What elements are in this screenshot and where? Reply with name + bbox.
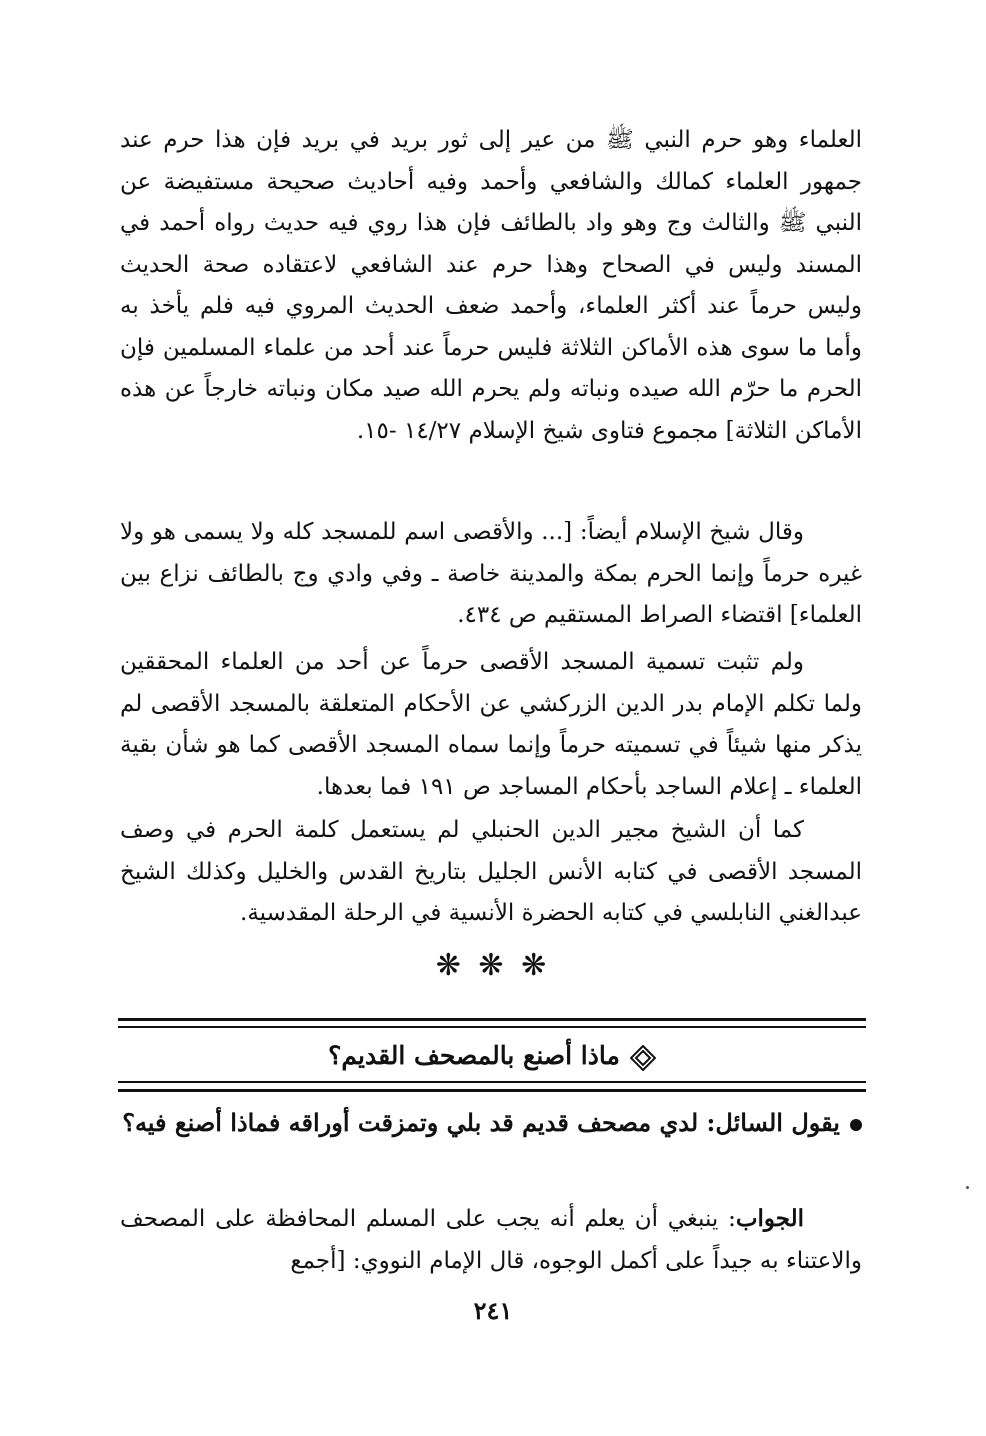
paragraph-zarkashi	[120, 642, 862, 808]
heading-rule-top-thin	[118, 1026, 866, 1028]
heading-rule-top-thick	[118, 1018, 866, 1021]
question-block	[120, 1102, 862, 1144]
section-heading	[118, 1034, 866, 1078]
bullet-icon	[850, 1119, 862, 1131]
question-text: يقول السائل: لدي مصحف قديم قد بلي وتمزقت أوراقه فماذا أصنع فيه؟	[122, 1108, 840, 1137]
answer-label: الجواب	[735, 1205, 804, 1232]
heading-rule-bottom-thick	[118, 1089, 866, 1092]
answer-text: : ينبغي أن يعلم أنه يجب على المسلم المحافظة على المصحف والاعتناء به جيداً على أكمل الوجوه، قال الإمام النووي: [أجمع	[120, 1206, 862, 1274]
paragraph-mujir-al-din	[120, 810, 862, 935]
paragraph-text: ولم تثبت تسمية المسجد الأقصى حرماً عن أحد من العلماء المحققين ولما تكلم الإمام بدر الدين الزركشي عن الأحكام المتعلقة بالمسجد الأقصى لم يذكر منها شيئاً في تسميته حرماً وإنما سماه المسجد الأقصى كما هو شأن بقية العلماء ـ إعلام الساجد بأحكام المساجد ص ١٩١ فما بعدها.	[120, 649, 862, 800]
paragraph-text: كما أن الشيخ مجير الدين الحنبلي لم يستعمل كلمة الحرم في وصف المسجد الأقصى في كتابه الأنس الجليل بتاريخ القدس والخليل وكذلك الشيخ عبدالغني النابلسي في كتابه الحضرة الأنسية في الرحلة المقدسية.	[120, 817, 862, 926]
page-number: ٢٤١	[473, 1296, 513, 1325]
section-heading-text: ماذا أصنع بالمصحف القديم؟	[328, 1041, 620, 1070]
section-separator: ❋ ❋ ❋	[435, 948, 551, 983]
heading-rule-bottom-thin	[118, 1081, 866, 1083]
paragraph-text: وقال شيخ الإسلام أيضاً: [... والأقصى اسم للمسجد كله ولا يسمى هو ولا غيره حرماً وإنما الحرم بمكة والمدينة خاصة ـ وفي وادي وج بالطائف نزاع بين العلماء] اقتضاء الصراط المستقيم ص ٤٣٤.	[120, 519, 862, 628]
paragraph-ibn-taymiyyah-quote	[120, 512, 862, 637]
scan-speck	[966, 1186, 969, 1189]
paragraph-text: العلماء وهو حرم النبي ﷺ من عير إلى ثور بريد في بريد فإن هذا حرم عند جمهور العلماء كمالك والشافعي وأحمد وفيه أحاديث صحيحة مستفيضة عن النبي ﷺ والثالث وج وهو واد بالطائف فإن هذا روي فيه حديث رواه أحمد في المسند وليس في الصحاح وهذا حرم عند الشافعي لاعتقاده صحة الحديث وليس حرماً عند أكثر العلماء، وأحمد ضعف الحديث المروي فيه فلم يأخذ به وأما ما سوى هذه الأماكن الثلاثة فليس حرماً عند أحد من علماء المسلمين فإن الحرم ما حرّم الله صيده ونباته ولم يحرم الله صيد مكان ونباته خارجاً عن هذه الأماكن الثلاثة] مجموع فتاوى شيخ الإسلام ١٤/٢٧ -١٥.	[120, 127, 862, 444]
answer-block	[120, 1198, 862, 1282]
diamond-icon	[630, 1045, 656, 1071]
paragraph-continued	[120, 120, 862, 452]
